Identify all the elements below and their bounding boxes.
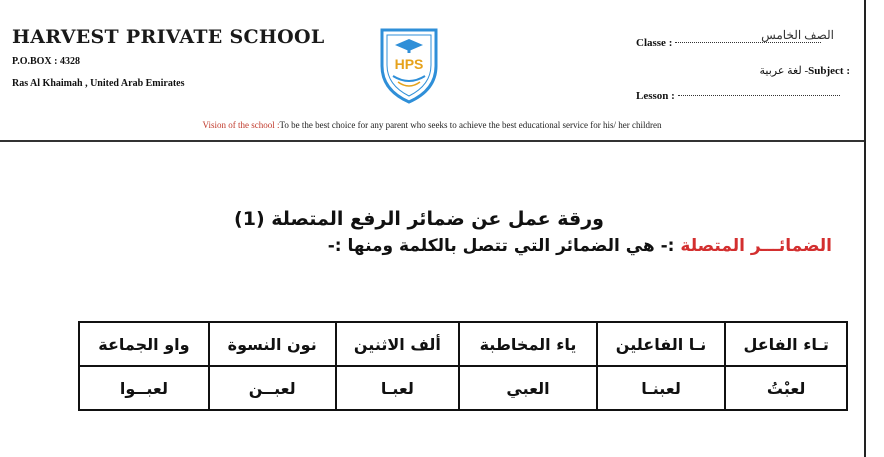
subject-field: [700, 64, 850, 77]
school-address: Ras Al Khaimah , United Arab Emirates: [12, 78, 185, 89]
classe-label: Classe :: [636, 37, 673, 49]
pronouns-table: [78, 321, 848, 411]
classe-value: الصف الخامس: [761, 28, 834, 42]
header-divider: [0, 140, 864, 142]
subject-value: لغة عربية -: [759, 65, 809, 77]
vision-text: To be the best choice for any parent who seeks to achieve the best educational service for his/ her children: [279, 120, 662, 130]
table-example-cell: لعبنـا: [597, 366, 726, 410]
lesson-label: Lesson :: [636, 90, 675, 102]
table-header-cell: نـا الفاعلين: [597, 322, 726, 366]
table-header-cell: تـاء الفاعل: [725, 322, 847, 366]
classe-field: [636, 28, 848, 49]
school-logo-icon: [376, 24, 442, 104]
vision-label: Vision of the school :: [202, 120, 280, 130]
lesson-line: [678, 95, 840, 96]
logo-text: HPS: [394, 56, 424, 72]
table-header-cell: واو الجماعة: [79, 322, 209, 366]
table-header-cell: ياء المخاطبة: [459, 322, 596, 366]
worksheet-title: ورقة عمل عن ضمائر الرفع المتصلة (1): [234, 208, 604, 230]
subject-label: Subject :: [808, 65, 850, 77]
table-example-cell: لعبــن: [209, 366, 336, 410]
table-example-cell: العبي: [459, 366, 596, 410]
po-box: P.O.BOX : 4328: [12, 56, 80, 67]
definition-line: [328, 236, 832, 256]
table-header-cell: ألف الاثنين: [336, 322, 460, 366]
definition-term: الضمائـــر المتصلة: [680, 236, 832, 256]
school-name: HARVEST PRIVATE SCHOOL: [12, 26, 325, 48]
table-header-cell: نون النسوة: [209, 322, 336, 366]
table-example-cell: لعبــوا: [79, 366, 209, 410]
table-example-cell: لعبْتُ: [725, 366, 847, 410]
table-example-row: [79, 366, 847, 410]
lesson-field: [636, 90, 848, 102]
definition-text: :- هي الضمائر التي تتصل بالكلمة ومنها :-: [327, 236, 681, 256]
table-header-row: [79, 322, 847, 366]
school-vision: [0, 120, 864, 130]
table-example-cell: لعبـا: [336, 366, 460, 410]
